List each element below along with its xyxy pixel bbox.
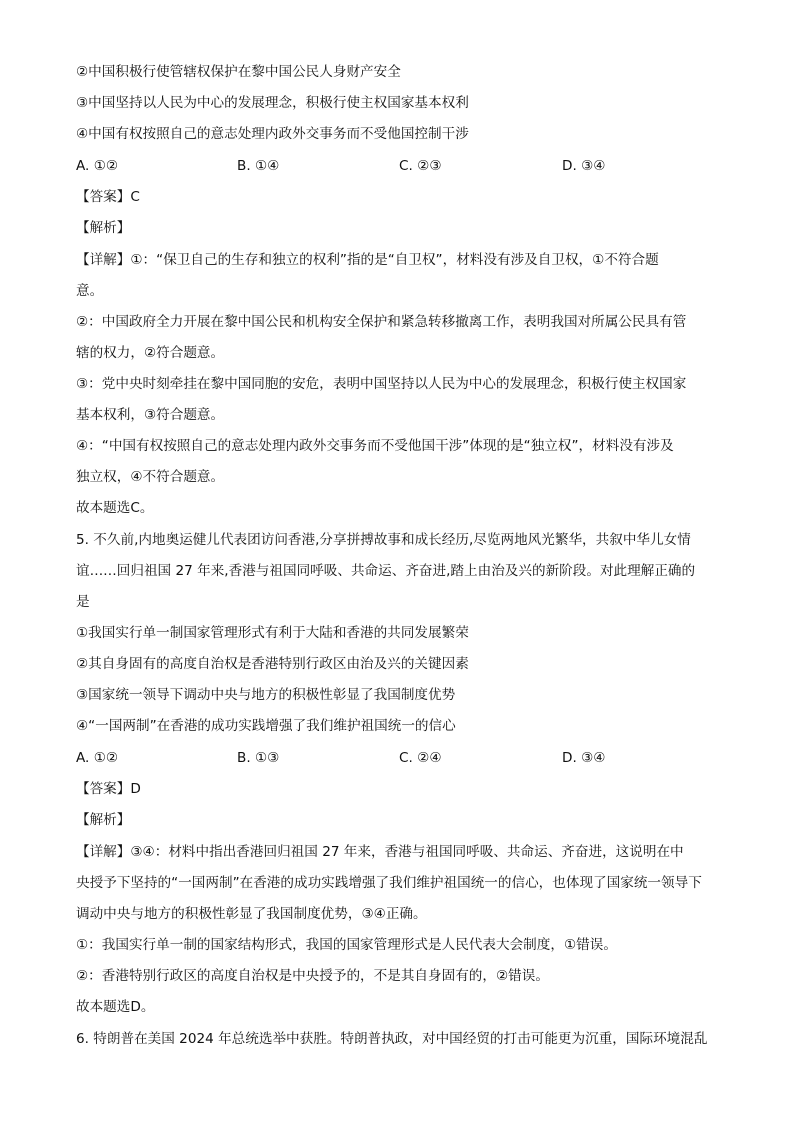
q5-option-c: C. ②④: [399, 750, 442, 766]
q4-option-c: C. ②③: [399, 158, 442, 174]
q5-detail-line: ①：我国实行单一制的国家结构形式，我国的国家管理形式是人民代表大会制度，①错误。: [76, 937, 617, 953]
q4-option-a: A. ①②: [76, 158, 119, 174]
q5-option-a: A. ①②: [76, 750, 119, 766]
q5-detail-line: 央授予下坚持的“一国两制”在香港的成功实践增强了我们维护祖国统一的信心，也体现了国家统一领导下: [76, 875, 702, 891]
q4-detail-line: 【详解】①：“保卫自己的生存和独立的权利”指的是“自卫权”，材料没有涉及自卫权，①不符合题: [76, 252, 659, 268]
q5-option-b: B. ①③: [237, 750, 280, 766]
q5-analysis-label: 【解析】: [76, 812, 131, 828]
q5-stem-line: 是: [76, 594, 90, 610]
q4-analysis-label: 【解析】: [76, 220, 131, 236]
q4-detail-line: 意。: [76, 283, 104, 299]
q5-item-2: ②其自身固有的高度自治权是香港特别行政区由治及兴的关键因素: [76, 656, 469, 672]
q4-detail-line: 基本权利，③符合题意。: [76, 407, 225, 423]
q6-stem-line: 6. 特朗普在美国 2024 年总统选举中获胜。特朗普执政，对中国经贸的打击可能更为沉重，国际环境混乱: [76, 1031, 708, 1047]
q5-detail-line: 调动中央与地方的积极性彰显了我国制度优势，③④正确。: [76, 906, 427, 922]
q5-detail-line: 【详解】③④：材料中指出香港回归祖国 27 年来，香港与祖国同呼吸、共命运、齐奋进，这说明在中: [76, 844, 684, 860]
q4-option-b: B. ①④: [237, 158, 280, 174]
q5-item-3: ③国家统一领导下调动中央与地方的积极性彰显了我国制度优势: [76, 687, 456, 703]
q5-option-d: D. ③④: [562, 750, 606, 766]
q4-detail-line: ③：党中央时刻牵挂在黎中国同胞的安危，表明中国坚持以人民为中心的发展理念，积极行使主权国家: [76, 376, 687, 392]
q5-item-4: ④“一国两制”在香港的成功实践增强了我们维护祖国统一的信心: [76, 718, 456, 734]
q5-answer: 【答案】D: [76, 781, 141, 797]
q5-item-1: ①我国实行单一制国家管理形式有利于大陆和香港的共同发展繁荣: [76, 625, 469, 641]
q4-item-2: ②中国积极行使管辖权保护在黎中国公民人身财产安全: [76, 64, 401, 80]
q4-detail-line: 辖的权力，②符合题意。: [76, 345, 225, 361]
q5-detail-line: ②：香港特别行政区的高度自治权是中央授予的，不是其自身固有的，②错误。: [76, 968, 549, 984]
q5-stem-line: 谊……回归祖国 27 年来,香港与祖国同呼吸、共命运、齐奋进,踏上由治及兴的新阶段。对此理解正确的: [76, 563, 696, 579]
q4-answer: 【答案】C: [76, 189, 140, 205]
q4-item-3: ③中国坚持以人民为中心的发展理念，积极行使主权国家基本权利: [76, 95, 469, 111]
q5-stem-line: 5. 不久前,内地奥运健儿代表团访问香港,分享拼搏故事和成长经历,尽览两地风光繁华，共叙中华儿女情: [76, 532, 691, 548]
q4-item-4: ④中国有权按照自己的意志处理内政外交事务而不受他国控制干涉: [76, 126, 469, 142]
q4-detail-line: 独立权，④不符合题意。: [76, 469, 225, 485]
q5-conclusion: 故本题选D。: [76, 999, 155, 1015]
q4-option-d: D. ③④: [562, 158, 606, 174]
q4-detail-line: ②：中国政府全力开展在黎中国公民和机构安全保护和紧急转移撤离工作，表明我国对所属公民具有管: [76, 314, 687, 330]
q4-detail-line: ④：“中国有权按照自己的意志处理内政外交事务而不受他国干涉”体现的是“独立权”，材料没有涉及: [76, 438, 674, 454]
q4-conclusion: 故本题选C。: [76, 500, 154, 516]
